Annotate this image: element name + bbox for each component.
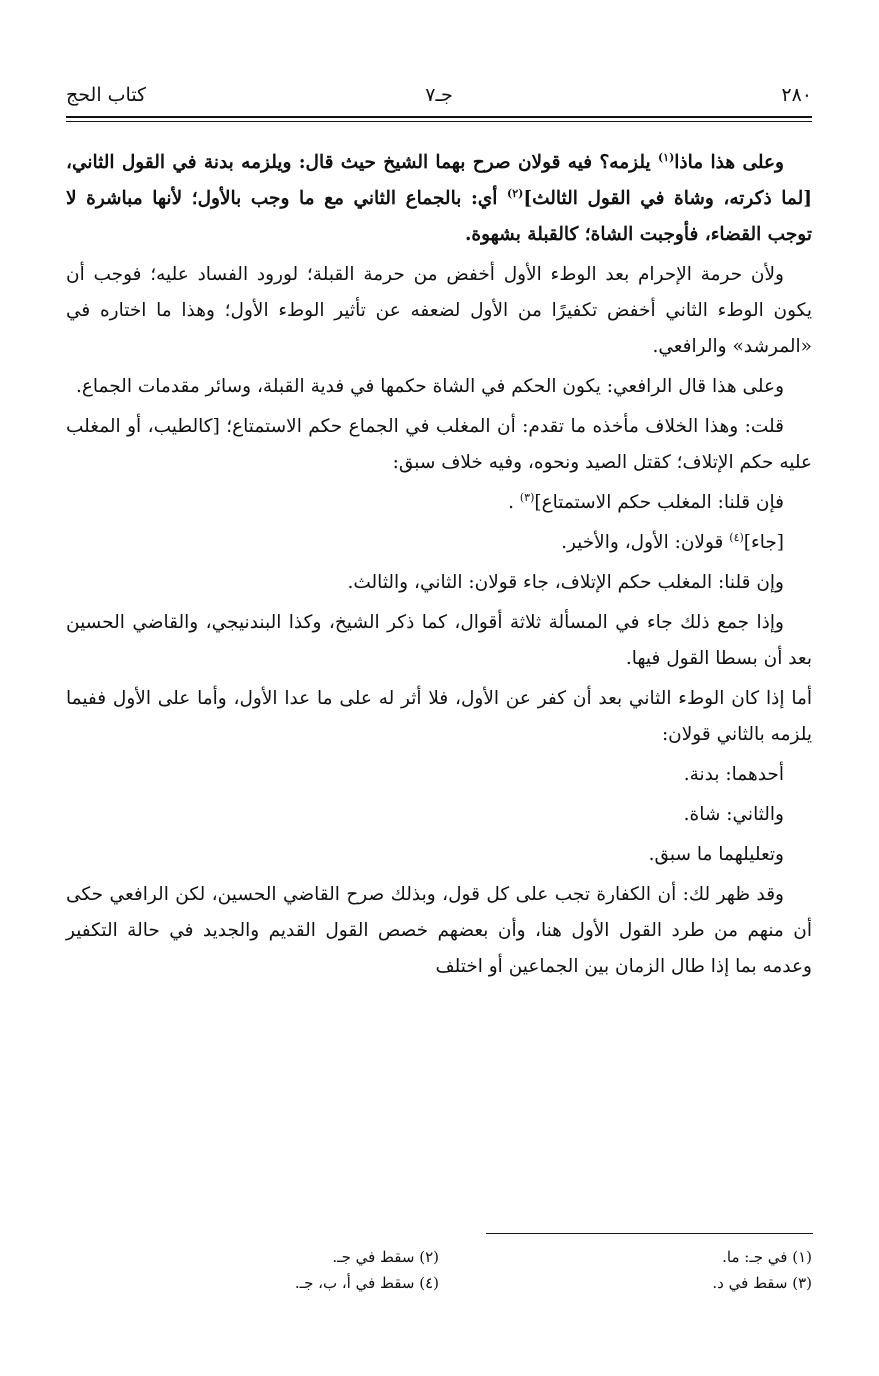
paragraph-text: فإن قلنا: المغلب حكم الاستمتاع] — [534, 492, 784, 513]
paragraph: وإذا جمع ذلك جاء في المسألة ثلاثة أقوال، كما ذكر الشيخ، وكذا البندنيجي، والقاضي الحسين بعد أن بسطا القول فيها. — [66, 612, 812, 669]
volume-label: جـ٧ — [425, 84, 453, 106]
paragraph: أحدهما: بدنة. — [683, 764, 784, 785]
footnote-row — [66, 1270, 812, 1296]
footnote: (٤) سقط في أ، ب، جـ. — [294, 1274, 439, 1292]
paragraph — [66, 145, 812, 253]
paragraph: وقد ظهر لك: أن الكفارة تجب على كل قول، وبذلك صرح القاضي الحسين، لكن الرافعي حكى أن منهم من طرد القول الأول هنا، وأن بعضهم خصص القول القديم والجديد في حالة التكفير وعدمه بما إذا طال الزمان بين الجماعين أو اختلف — [66, 884, 812, 977]
running-header — [66, 80, 812, 112]
header-rule-thin — [66, 121, 812, 122]
paragraph: والثاني: شاة. — [683, 804, 784, 825]
paragraph-text: . — [508, 492, 520, 513]
paragraph: ولأن حرمة الإحرام بعد الوطء الأول أخفض من حرمة القبلة؛ لورود الفساد عليه؛ فوجب أن يكون الوطء الثاني أخفض تكفيرًا من الأول لضعفه عن تأثير الوطء الأول؛ وهذا ما اختاره في «المرشد» والرافعي. — [66, 264, 812, 357]
footnote-rule — [486, 1233, 813, 1234]
paragraph — [66, 485, 812, 521]
paragraph-text: يلزمه؟ فيه قولان صرح بهما الشيخ حيث قال: ويلزمه بدنة في القول الثاني، [لما ذكرته، وشاة في القول الثالث] — [66, 152, 812, 209]
footnote: (١) في جـ: ما. — [722, 1248, 812, 1266]
paragraph: وإن قلنا: المغلب حكم الإتلاف، جاء قولان: الثاني، والثالث. — [347, 572, 784, 593]
footnotes — [66, 1244, 812, 1296]
paragraph-text: [جاء] — [743, 532, 784, 553]
footnote-ref: (٣) — [519, 490, 535, 504]
paragraph: وعلى هذا قال الرافعي: يكون الحكم في الشاة حكمها في فدية القبلة، وسائر مقدمات الجماع. — [75, 376, 784, 397]
page-number: ٢٨٠ — [781, 84, 812, 106]
header-rule — [66, 116, 812, 118]
main-text — [66, 145, 812, 989]
paragraph-text: قولان: الأول، والأخير. — [561, 532, 730, 553]
paragraph: قلت: وهذا الخلاف مأخذه ما تقدم: أن المغلب في الجماع حكم الاستمتاع؛ [كالطيب، أو المغلب عليه حكم الإتلاف؛ كقتل الصيد ونحوه، وفيه خلاف سبق: — [66, 416, 812, 473]
book-title: كتاب الحج — [66, 84, 147, 106]
footnote-ref: (١) — [657, 150, 675, 164]
footnote-ref: (٢) — [506, 186, 524, 200]
paragraph-text: أي: بالجماع الثاني مع ما وجب بالأول؛ لأنها مباشرة لا توجب القضاء، فأوجبت الشاة؛ كالقبلة بشهوة. — [66, 188, 812, 245]
footnote-row — [66, 1244, 812, 1270]
paragraph: وتعليلهما ما سبق. — [648, 844, 784, 865]
paragraph-text: وعلى هذا ماذا — [674, 152, 784, 173]
footnote: (٢) سقط في جـ. — [332, 1248, 439, 1266]
paragraph — [66, 525, 812, 561]
paragraph: أما إذا كان الوطء الثاني بعد أن كفر عن الأول، فلا أثر له على ما عدا الأول، وأما على الأول ففيما يلزمه بالثاني قولان: — [66, 688, 812, 745]
footnote: (٣) سقط في د. — [712, 1274, 812, 1292]
footnote-ref: (٤) — [729, 530, 744, 544]
